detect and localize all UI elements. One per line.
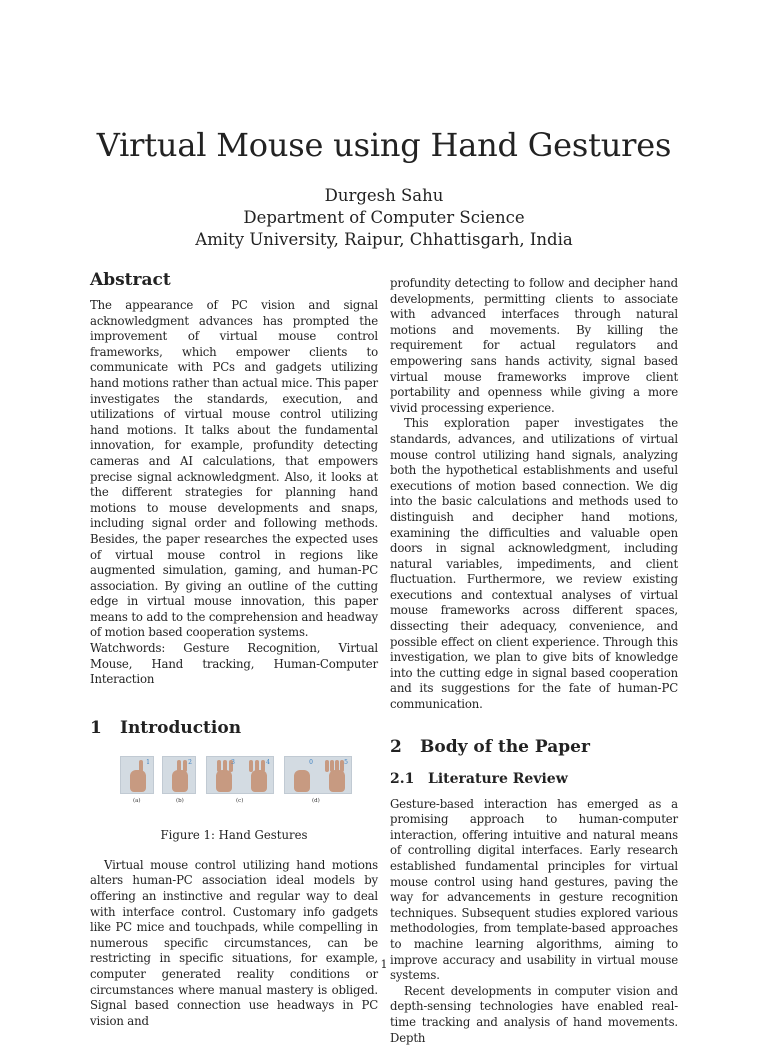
hand-shape [294, 770, 310, 792]
author-affiliation: Amity University, Raipur, Chhattisgarh, India [195, 230, 573, 249]
section-2-title: Body of the Paper [420, 736, 590, 757]
literature-paragraph-1: Gesture-based interaction has emerged as a promising approach to human-computer interaction, offering intuitive and natural means of controlling digital interfaces. Early research established fundamental principles for virtual mouse control using hand gestures, paving the way for advancements in gesture recognition techniques. Subsequent studies explored various methodologies, from template-based approaches to machine learning algorithms, aiming to improve accuracy and usability in virtual mouse systems. [390, 796, 678, 983]
hand-shape [130, 770, 146, 792]
finger-shape [335, 760, 339, 772]
section-2-heading [390, 737, 678, 757]
section-1-title: Introduction [120, 717, 242, 738]
right-column [390, 276, 678, 1046]
author-department: Department of Computer Science [243, 208, 525, 227]
author-block [0, 185, 768, 251]
gesture-tag: 4 [266, 758, 270, 766]
gesture-image-a [120, 756, 154, 794]
gesture-tag: 5 [344, 758, 348, 766]
finger-shape [249, 760, 253, 772]
introduction-paragraph: Virtual mouse control utilizing hand motions alters human-PC association ideal models by offering an instinctive and regular way to deal with interface control. Customary info gadgets like PC mice and touchpads, while compelling in numerous specific circumstances, can be restricting in specific situations, for example, computer generated reality conditions or circumstances where manual mastery is obliged. Signal based connection use headways in PC vision and [90, 857, 378, 1028]
hand-shape [172, 770, 188, 792]
figure-sublabel-c: (c) [236, 797, 244, 804]
gesture-image-c [206, 756, 274, 794]
author-name: Durgesh Sahu [324, 186, 444, 205]
gesture-image-d [284, 756, 352, 794]
hand-shape [329, 770, 345, 792]
figure-sublabel-a: (a) [133, 797, 141, 804]
finger-shape [330, 760, 334, 772]
gesture-tag: 3 [231, 758, 235, 766]
left-column [90, 270, 378, 1029]
finger-shape [223, 760, 227, 772]
hand-shape [216, 770, 232, 792]
literature-paragraph-2: Recent developments in computer vision and depth-sensing technologies have enabled real-time tracking and analysis of hand movements. Depth [390, 983, 678, 1045]
finger-shape [183, 760, 187, 772]
introduction-continuation: profundity detecting to follow and decipher hand developments, permitting clients to associate with advanced interfaces through natural motions and movements. By killing the requirement for actual regulators and empowering sans hands activity, signal based virtual mouse frameworks improve client portability and openness while giving a more vivid processing experience. [390, 276, 678, 415]
figure-sublabel-b: (b) [176, 797, 184, 804]
subsection-2-1-heading [390, 771, 678, 787]
subsection-2-1-title: Literature Review [428, 770, 568, 787]
section-1-heading [90, 718, 378, 738]
finger-shape [325, 760, 329, 772]
finger-shape [261, 760, 265, 772]
abstract-heading: Abstract [90, 270, 171, 290]
finger-shape [177, 760, 181, 772]
gesture-tag: 0 [309, 758, 313, 766]
finger-shape [255, 760, 259, 772]
gesture-tag: 1 [146, 758, 150, 766]
finger-shape [139, 760, 143, 772]
introduction-paragraph-2: This exploration paper investigates the standards, advances, and utilizations of virtual mouse control utilizing hand signals, analyzing both the hypothetical establishments and useful executions of motion based connection. We dig into the basic calculations and methods used to distinguish and decipher hand motions, examining the difficulties and valuable open doors in signal acknowledgment, including natural variables, impediments, and client fluctuation. Furthermore, we review existing executions and contextual analyses of virtual mouse frameworks across different spaces, dissecting their adequacy, convenience, and possible effect on client experience. Through this investigation, we plan to give bits of knowledge into the cutting edge in signal based cooperation and its suggestions for the fate of human-PC communication. [390, 416, 678, 712]
figure-caption: Figure 1: Hand Gestures [160, 827, 308, 842]
abstract-keywords: Watchwords: Gesture Recognition, Virtual Mouse, Hand tracking, Human-Computer Interaction [90, 641, 378, 687]
finger-shape [217, 760, 221, 772]
subsection-2-1-number: 2.1 [390, 770, 415, 787]
figure-hand-gestures [90, 756, 378, 816]
section-1-number: 1 [90, 717, 102, 738]
hand-shape [251, 770, 267, 792]
abstract-text: The appearance of PC vision and signal acknowledgment advances has prompted the improvement of virtual mouse control frameworks, which empower clients to communicate with PCs and gadgets utilizing hand motions rather than actual mice. This paper investigates the standards, execution, and utilizations of virtual mouse control utilizing hand motions. It talks about the fundamental innovation, for example, profundity detecting cameras and AI calculations, that empowers precise signal acknowledgment. Also, it looks at the different strategies for planning hand motions to mouse developments and snaps, including signal order and following methods. Besides, the paper researches the expected uses of virtual mouse control in regions like augmented simulation, gaming, and human-PC association. By giving an outline of the cutting edge in virtual mouse innovation, this paper means to add to the comprehension and headway of motion based cooperation systems. [90, 298, 378, 640]
page-number: 1 [380, 958, 388, 971]
paper-title: Virtual Mouse using Hand Gestures [96, 126, 672, 164]
figure-sublabel-d: (d) [312, 797, 320, 804]
gesture-image-b [162, 756, 196, 794]
section-2-number: 2 [390, 736, 402, 757]
gesture-tag: 2 [188, 758, 192, 766]
